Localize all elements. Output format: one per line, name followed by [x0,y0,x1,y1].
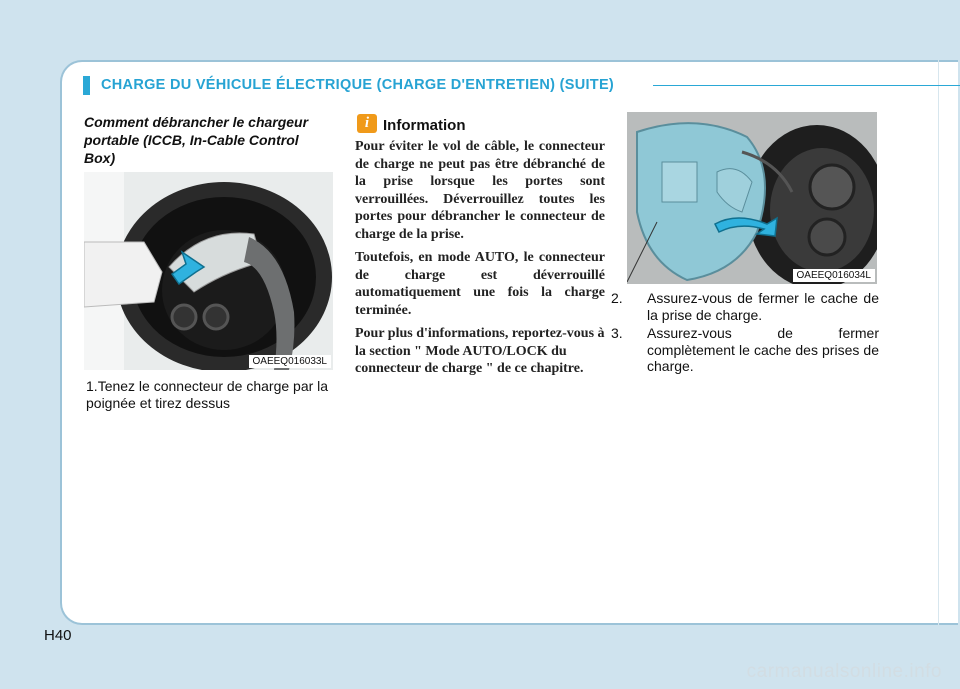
photo-caption: OAEEQ016033L [249,355,332,368]
right-margin-rule [938,60,939,625]
info-body [355,138,605,384]
step-number: 1. [86,378,98,394]
step-text: Tenez le connecteur de charge par la poignée et tirez dessus [86,378,329,411]
info-paragraph: Pour éviter le vol de câble, le connecteur de charge ne peut pas être débranché de la prise lorsque les portes sont verrouillées. Déverrouillez toutes les portes pour débrancher le connecteur de charge de la prise. [355,139,605,242]
info-icon: i [357,114,377,133]
step-text: Assurez-vous de fermer complètement le cache des prises de charge. [647,325,879,374]
charger-unplug-illustration [84,172,333,370]
section-header [83,76,960,95]
step-2 [611,290,879,323]
info-title: Information [383,117,466,134]
charge-port-cover-photo [627,112,877,284]
step-number: 2. [611,290,623,306]
page-number: H40 [44,627,72,644]
section-title: Comment débrancher le chargeur portable (ICCB, In-Cable Control Box) [84,114,309,166]
page-title: CHARGE DU VÉHICULE ÉLECTRIQUE (CHARGE D'ENTRETIEN) (SUITE) [101,77,615,93]
info-paragraph: Toutefois, en mode AUTO, le connecteur de charge est déverrouillé automatiquement une fois la charge terminée. [355,250,605,318]
charge-port-cover-illustration [627,112,877,284]
info-paragraph: Pour plus d'informations, reportez-vous à la section " Mode AUTO/LOCK du connecteur de charge " de ce chapitre. [355,326,605,376]
photo-caption: OAEEQ016034L [793,269,876,282]
header-accent-bar [83,76,90,95]
step-1 [86,378,336,411]
watermark: carmanualsonline.info [746,661,942,682]
step-3 [611,325,879,375]
charger-unplug-photo [84,172,333,370]
header-rule [653,85,960,86]
step-text: Assurez-vous de fermer le cache de la prise de charge. [647,290,879,323]
step-number: 3. [611,325,623,341]
